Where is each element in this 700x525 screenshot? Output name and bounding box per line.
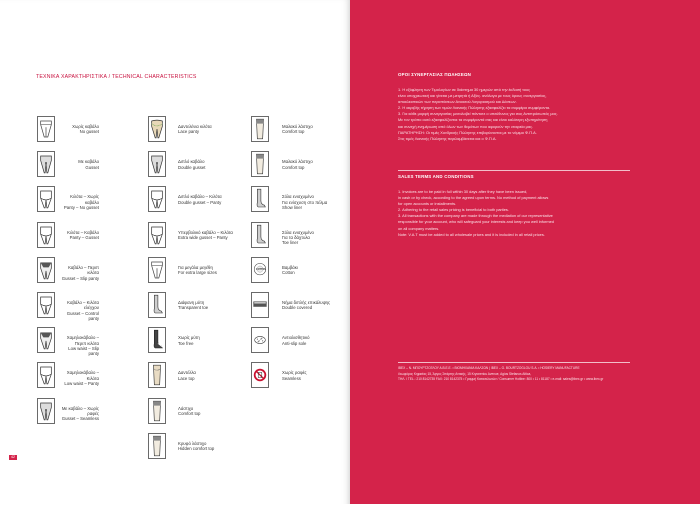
hidden-comfort-top-icon <box>148 433 166 459</box>
low-waist-panty-icon <box>37 362 55 388</box>
double-gusset-icon <box>148 151 166 177</box>
low-waist-slip-icon <box>37 327 55 353</box>
anti-slip-icon <box>251 327 269 353</box>
double-covered-icon <box>251 292 269 318</box>
characteristic-label: Λάστιχο Comfort top <box>178 405 201 416</box>
seamless-icon <box>251 362 269 388</box>
text-line: for open accounts or installments. <box>398 201 457 207</box>
text-line: on all company matters. <box>398 225 440 231</box>
text-line: αποκλειστικών των περιστάσεων Ανοικτού Λογαριασμού και Δόσεων. <box>398 99 517 105</box>
characteristic-label: Χαμηλοκάβαλο – Περιπ κιλότα Low waist – Slip panty <box>66 335 99 357</box>
text-line: in cash or by check, according to the agreed upon terms. No method of payment allows <box>398 195 549 201</box>
toe-liner-icon <box>251 222 269 248</box>
characteristic-label: Δαντέλλα Lace top <box>178 370 196 381</box>
characteristic-label: Χωρίς ραφές Seamless <box>282 370 307 381</box>
text-line: ΠΑΡΑΤΗΡΗΣΗ: Οι τιμές Χονδρικής Πώλησης επιβαρύνονται με το νόμιμο Φ.Π.Α. <box>398 129 537 135</box>
text-line: Στις τιμές Λιανικής Πώλησης περιλαμβάνεται και ο Φ.Π.Α. <box>398 135 497 141</box>
text-line: 2. Η ακριβής τήρηση των τιμών Λιανικής Πώλησης εξασφαλίζει τα συμφέρα συμφέροντα. <box>398 105 551 111</box>
characteristic-label: Καβάλο – Περιπ κιλότα Gusset – Slip panty <box>61 264 99 281</box>
characteristic-label: Χωρίς μύτη Toe free <box>178 335 200 346</box>
characteristic-label: Καβάλο – Κιλότα ελέγχου Gusset – Control panty <box>66 300 99 322</box>
english-terms-heading: SALES TERMS AND CONDITIONS <box>398 174 474 179</box>
gusset-seamless-icon <box>37 398 55 424</box>
characteristic-label: Με καβάλο – Χωρίς ραφές Gusset – Seamless <box>61 405 99 422</box>
text-line: 2. Adhering to the retail sales pricing is beneficial to both parties. <box>398 207 509 213</box>
gusset-icon <box>37 151 55 177</box>
double-gusset-panty-icon <box>148 186 166 212</box>
control-panty-icon <box>37 292 55 318</box>
right-page <box>350 0 700 525</box>
page-number: 42 <box>9 455 17 460</box>
characteristic-label: Μαλακό λάστιχο Comfort top <box>282 159 313 170</box>
characteristic-label: Διάφανη μύτη Transparent toe <box>178 300 209 311</box>
text-line: 1. Η εξόφληση των Τιμολογίων σε διάστημα 30 ημερών από την έκδοσή τους <box>398 87 530 92</box>
panty-gusset-icon <box>37 222 55 248</box>
text-line: 1. Invoices are to be paid in full within 30 days after they have been issued, <box>398 189 528 194</box>
footer-line: Λεωφόρος Κηφισίας 15, Άργος Σπάρτης Αττικής, 15 Kryoneriou Avenue, Agios Stefanos Attica, <box>398 371 532 376</box>
panty-no-gusset-icon <box>37 186 55 212</box>
text-line: Με τον τρόπο αυτό εξασφαλίζονται τα συμφέροντά σας και είναι καλύτερη εξυπηρέτηση <box>398 117 548 123</box>
lace-top-icon <box>148 362 166 388</box>
extra-large-icon <box>148 257 166 283</box>
text-line: responsible for your account, who will safeguard your interests and keep you well informed <box>398 219 554 225</box>
toe-free-icon <box>148 327 166 353</box>
section-title: ΤΕΧΝΙΚΑ ΧΑΡΑΚΤΗΡΙΣΤΙΚΑ / TECHNICAL CHARACTERISTICS <box>36 74 197 80</box>
characteristic-label: Μαλακό λάστιχο Comfort top <box>282 124 313 135</box>
characteristic-label: Χαμηλοκάβαλο – Κιλότα Low waist – Panty <box>64 370 99 387</box>
company-footer <box>398 366 688 383</box>
characteristic-label: Αντιολισθητικό Anti-slip sole <box>282 335 310 346</box>
bottom-margin <box>0 504 700 525</box>
text-line: και συνεχή ενημέρωση από όλων των θεμάτων που αφορούν την εταιρεία μας. <box>398 123 534 129</box>
characteristic-label: Για μεγάλα μεγέθη For extra large sizes <box>178 264 217 276</box>
greek-terms-text <box>398 87 643 142</box>
divider <box>398 362 630 363</box>
slip-panty-icon <box>37 257 55 283</box>
divider <box>398 170 630 171</box>
soft-comfort-top-2-icon <box>251 151 269 177</box>
characteristic-label: Διπλό καβάλο – Κιλότα Double gusset – Panty <box>178 194 222 205</box>
text-line: είναι υποχρεωτική και γίνεται με μετρητά ή Αξίες. ανάλογα με τους όρους συνεργασίας, <box>398 93 547 99</box>
english-terms-text <box>398 189 643 238</box>
greek-terms-heading: ΟΡΟΙ ΣΥΝΕΡΓΑΣΙΑΣ ΠΩΛΗΣΕΩΝ <box>398 72 472 77</box>
characteristic-label: Σόλα ενισχυμένο Για τα δάχτυλα Toe liner <box>282 229 314 246</box>
characteristic-label: Δαντελένια κιλότα Lace panty <box>178 124 212 135</box>
footer-line: ΤΗΛ. / TEL.: 210 8142735 FAX: 210 8142375 • Γραμμή Καταναλωτών / Consumer Hotline: 800 • 11 • 81187 • e-mail: sales@ibex.gr • www.ibex.gr <box>398 377 604 381</box>
footer-line: IBEX – Ν. ΜΠΟΥΡΤΖΟΓΛΟΥ Α.Β.Ε.Ε. • ΒΙΟΜΗΧΑΝΙΑ ΚΑΛΣΩΝ | IBEX – G. BOURTZOGLOU S.A. • HOSIERY MANUFACTURE <box>398 366 580 370</box>
cotton-icon <box>251 257 269 283</box>
no-gusset-icon <box>37 116 55 142</box>
cotton-badge-text: COTTON <box>255 267 267 271</box>
text-line: 3. All transactions with the company are made through the mediation of our representative <box>398 213 553 219</box>
characteristic-label: Κρυφό λάστιχο Hidden comfort top <box>178 440 215 452</box>
comfort-top-icon <box>148 398 166 424</box>
text-line: Note: V.A.T must be added to all wholesale prices and it is included in all retail prices. <box>398 231 545 237</box>
extra-wide-gusset-icon <box>148 222 166 248</box>
lace-panty-icon <box>148 116 166 142</box>
transparent-toe-icon <box>148 292 166 318</box>
show-liner-icon <box>251 186 269 212</box>
soft-comfort-top-icon <box>251 116 269 142</box>
characteristic-label: Σόλα ενισχυμένο Για ενίσχυση στο πέλμα Show liner <box>282 194 328 211</box>
text-line: 3. Για κάθε μορφή συνεργασίας μεσολαβεί πάντοτε ο υπεύθυνος για σας Αντιπρόσωπός μας. <box>398 111 558 117</box>
characteristic-label: Διπλό καβάλο Double gusset <box>178 159 206 170</box>
characteristic-label: Υπερβολικό καβάλο – Κιλότα Extra wide gusset – Panty <box>178 229 233 240</box>
characteristic-label: Χωρίς καβάλο No gusset <box>72 124 99 135</box>
characteristic-label: Κιλότα – Χωρίς καβάλο Panty – No gusset <box>63 194 99 211</box>
characteristic-label: Με καβάλο Gusset <box>78 159 99 170</box>
characteristic-label: Κιλότα – Καβάλο Panty – Gusset <box>67 229 99 240</box>
characteristic-label: Νήμα διπλής επικάλυψης Double covered <box>282 300 331 311</box>
characteristic-label: Βαμβάκι Cotton <box>282 264 298 276</box>
